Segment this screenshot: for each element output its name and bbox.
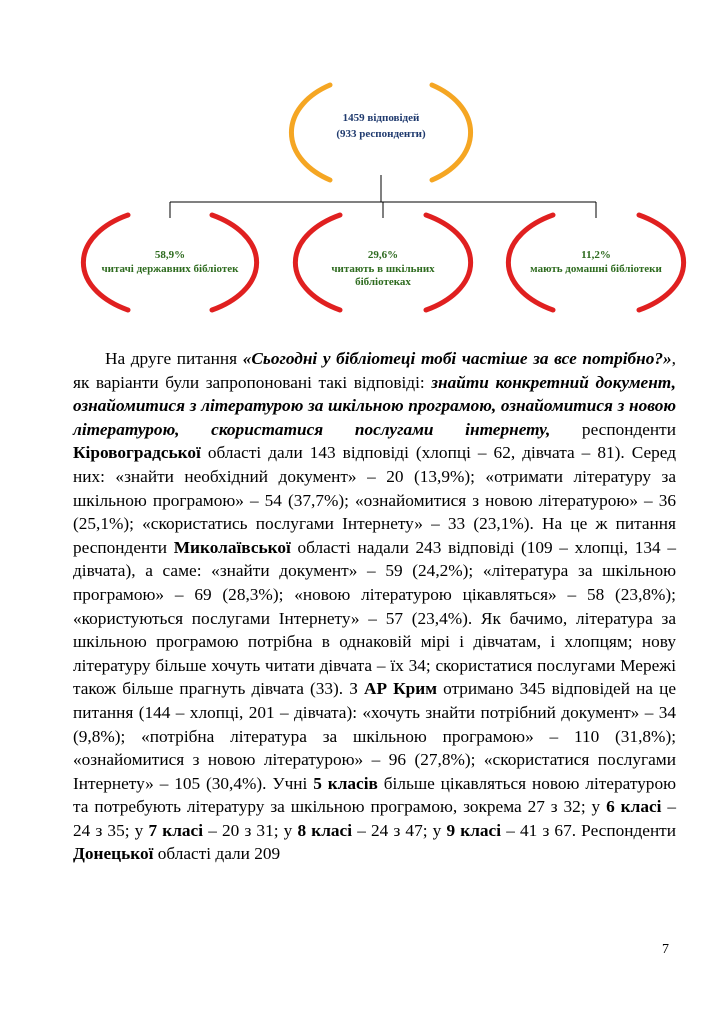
question-quote: «Сьогодні у бібліотеці тобі частіше за все потрібно?» [242, 349, 672, 368]
top-node-left-arc [291, 85, 330, 180]
text-run: – 24 з 47; у [352, 820, 447, 840]
stats-diagram [0, 0, 723, 330]
page-number: 7 [662, 942, 669, 957]
region-mykolaiv: Миколаївської [173, 537, 291, 557]
top-node [291, 85, 470, 180]
text-run: отримано 345 відповідей на це питання (144 – хлопці, 201 – дівчата): «хочуть знайти потрібний документ» – 34 (9,8%); «потрібна література за шкільною програмою» – 110 (31,8%); «ознайомитися з новою літературою» – 96 (27,8%); «скористатися послугами Інтернету» – 105 (30,4%). Учні [73, 679, 676, 793]
text-run: області дали 209 [153, 844, 281, 864]
region-kirovohrad: Кіровоградської [73, 443, 201, 463]
child-node-2-value: 29,6% [367, 249, 399, 261]
text-run: області надали 243 відповіді (109 – хлопці, 134 – дівчата), а саме: «знайти документ» – 59 (24,2%); «література за шкільною програмою» – 69 (28,3%); «новою літературою цікавляться» – 58 (23,8%); «користуються послугами Інтернету» – 57 (23,4%). Як бачимо, література за шкільною програмою потрібна в однаковій мірі і дівчатам, і хлопцям; нову літературу більше хочуть читати дівчата – їх 34; скористатися послугами Мережі також більше прагнуть дівчата (33). З [73, 537, 676, 699]
child-node-1-value: 58,9% [154, 249, 186, 261]
grade-7: 7 класі [148, 820, 204, 840]
text-run: області дали 143 відповіді (хлопці – 62, дівчата – 81). Серед них: «знайти необхідний документ» – 20 (13,9%); «отримати літературу за шкільною програмою» – 54 (37,7%); «ознайомитися з новою літературою» – 36 (25,1%); «скористатись послугами Інтернету» – 33 (23,1%). На це ж питання респонденти [73, 443, 676, 557]
child-node-3-label: мають домашні бібліотеки [530, 263, 662, 275]
text-run: На друге питання [105, 349, 243, 368]
grade-8: 8 класі [297, 820, 353, 840]
text-run: респонденти [550, 419, 676, 439]
grade-5: 5 класів [313, 773, 378, 793]
region-crimea: АР Крим [363, 679, 437, 699]
answer-options: знайти конкретний документ, ознайомитися з літературою за шкільною програмою, ознайомитися з новою літературою, скористатися послугами інтернету, [73, 372, 676, 439]
child-node-2 [295, 215, 470, 310]
text-run: , як варіанти були запропоновані такі відповіді: [73, 349, 676, 392]
top-node-line2: (933 респонденти) [336, 128, 426, 140]
text-run: більше цікавляться новою літературою та потребують літературу за шкільною програмою, зокрема 27 з 32; у [73, 773, 676, 817]
child-node-2-label-line2: бібліотеках [355, 276, 411, 288]
region-donetsk: Донецької [73, 844, 154, 864]
connector-lines [170, 175, 596, 218]
child-node-3-value: 11,2% [581, 249, 611, 261]
text-run: – 24 з 35; у [73, 797, 676, 840]
top-node-right-arc [432, 85, 471, 180]
grade-9: 9 класі [446, 820, 502, 840]
grade-6: 6 класі [606, 797, 662, 817]
child-node-3 [508, 215, 683, 310]
top-node-line1: 1459 відповідей [342, 112, 420, 124]
text-run: – 20 з 31; у [203, 820, 298, 840]
child-node-1-label: читачі державних бібліотек [101, 263, 239, 275]
child-node-1 [83, 215, 256, 310]
body-paragraph [73, 347, 676, 866]
text-run: – 41 з 67. Респонденти [501, 820, 676, 840]
child-node-2-label-line1: читають в шкільних [331, 263, 435, 275]
